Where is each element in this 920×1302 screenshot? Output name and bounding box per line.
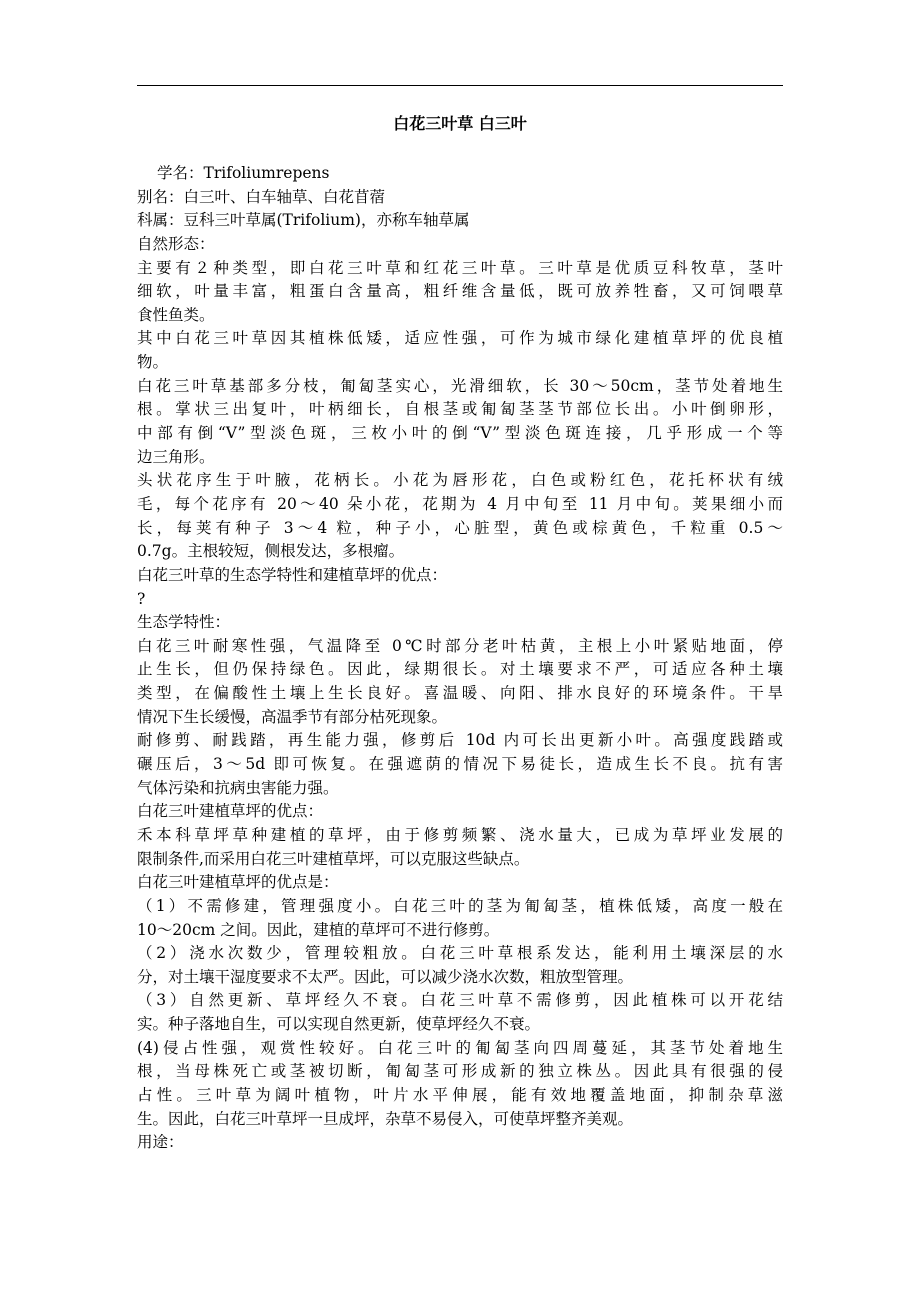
paragraph-line: ? xyxy=(137,589,146,608)
family-genus-line: 科属：豆科三叶草属(Trifolium)，亦称车轴草属 xyxy=(137,211,470,230)
paragraph-line: 情况下生长缓慢，高温季节有部分枯死现象。 xyxy=(137,707,448,726)
paragraph-line: 根。掌状三出复叶，叶柄细长，自根茎或匍匐茎茎节部位长出。小叶倒卵形， xyxy=(137,400,783,419)
list-item-line: 占性。三叶草为阔叶植物，叶片水平伸展，能有效地覆盖地面，抑制杂草滋 xyxy=(137,1085,783,1104)
paragraph-line: 白花三叶耐寒性强，气温降至 0℃时部分老叶枯黄，主根上小叶紧贴地面，停 xyxy=(137,636,783,655)
paragraph-line: 中部有倒“V”型淡色斑，三枚小叶的倒“V”型淡色斑连接，几乎形成一个等 xyxy=(137,424,783,443)
list-item-line: （3）自然更新、草坪经久不衰。白花三叶草不需修剪，因此植株可以开花结 xyxy=(137,991,783,1010)
list-item-line: 生。因此，白花三叶草坪一旦成坪，杂草不易侵入，可使草坪整齐美观。 xyxy=(137,1109,634,1128)
header-rule xyxy=(137,85,783,86)
paragraph-line: 主要有２种类型，即白花三叶草和红花三叶草。三叶草是优质豆科牧草，茎叶 xyxy=(137,258,783,277)
paragraph-line: 0.7g。主根较短，侧根发达，多根瘤。 xyxy=(137,542,405,561)
paragraph-line: 物。 xyxy=(137,353,169,372)
list-item-line: 根，当母株死亡或茎被切断，匍匐茎可形成新的独立株丛。因此具有很强的侵 xyxy=(137,1062,783,1081)
paragraph-line: 毛，每个花序有 20～40 朵小花，花期为 4 月中旬至 11 月中旬。荚果细小而 xyxy=(137,494,783,513)
section-heading-morphology: 自然形态： xyxy=(137,234,215,253)
list-item-line: 实。种子落地自生，可以实现自然更新，使草坪经久不衰。 xyxy=(137,1015,541,1034)
list-item-line: （1）不需修建，管理强度小。白花三叶的茎为匍匐茎，植株低矮，高度一般在 xyxy=(137,896,783,915)
paragraph-line: 头状花序生于叶腋，花柄长。小花为唇形花，白色或粉红色，花托杯状有绒 xyxy=(137,471,783,490)
section-heading-ecology-advantages: 白花三叶草的生态学特性和建植草坪的优点： xyxy=(137,565,448,584)
paragraph-line: 长，每荚有种子 3～4 粒，种子小，心脏型，黄色或棕黄色，千粒重 0.5～ xyxy=(137,518,783,537)
document-title: 白花三叶草 白三叶 xyxy=(393,114,527,133)
paragraph-line: 其中白花三叶草因其植株低矮，适应性强，可作为城市绿化建植草坪的优良植 xyxy=(137,329,783,348)
paragraph-line: 禾本科草坪草种建植的草坪，由于修剪频繁、浇水量大，已成为草坪业发展的 xyxy=(137,825,783,844)
paragraph-line: 碾压后，3～5d 即可恢复。在强遮荫的情况下易徒长，造成生长不良。抗有害 xyxy=(137,755,783,774)
document-body xyxy=(137,162,783,1155)
paragraph-line: 边三角形。 xyxy=(137,447,215,466)
list-item-line: (4)侵占性强，观赏性较好。白花三叶的匍匐茎向四周蔓延，其茎节处着地生 xyxy=(137,1038,783,1057)
list-item-line: 分，对土壤干湿度要求不太严。因此，可以减少浇水次数，粗放型管理。 xyxy=(137,967,634,986)
paragraph-line: 白花三叶草基部多分枝，匍匐茎实心，光滑细软，长 30～50cm，茎节处着地生 xyxy=(137,376,783,395)
section-heading-ecology: 生态学特性： xyxy=(137,613,231,632)
section-heading-advantages-are: 白花三叶建植草坪的优点是： xyxy=(137,873,339,892)
list-item-line: 10～20cm 之间。因此，建植的草坪可不进行修剪。 xyxy=(137,920,500,939)
paragraph-line: 耐修剪、耐践踏，再生能力强，修剪后 10d 内可长出更新小叶。高强度践踏或 xyxy=(137,731,783,750)
paragraph-line: 止生长，但仍保持绿色。因此，绿期很长。对土壤要求不严，可适应各种土壤 xyxy=(137,660,783,679)
alias-line: 别名：白三叶、白车轴草、白花苜蓿 xyxy=(137,187,386,206)
paragraph-line: 气体污染和抗病虫害能力强。 xyxy=(137,778,339,797)
scientific-name-line: 学名：Trifoliumrepens xyxy=(157,164,330,182)
paragraph-line: 食性鱼类。 xyxy=(137,305,215,324)
paragraph-line: 细软，叶量丰富，粗蛋白含量高，粗纤维含量低，既可放养牲畜，又可饲喂草 xyxy=(137,282,783,301)
list-item-line: （2）浇水次数少，管理较粗放。白花三叶草根系发达，能利用土壤深层的水 xyxy=(137,944,783,963)
section-heading-uses: 用途： xyxy=(137,1133,184,1152)
paragraph-line: 类型，在偏酸性土壤上生长良好。喜温暖、向阳、排水良好的环境条件。干旱 xyxy=(137,684,783,703)
paragraph-line: 限制条件,而采用白花三叶建植草坪，可以克服这些缺点。 xyxy=(137,849,530,868)
section-heading-lawn-advantages: 白花三叶建植草坪的优点： xyxy=(137,802,324,821)
